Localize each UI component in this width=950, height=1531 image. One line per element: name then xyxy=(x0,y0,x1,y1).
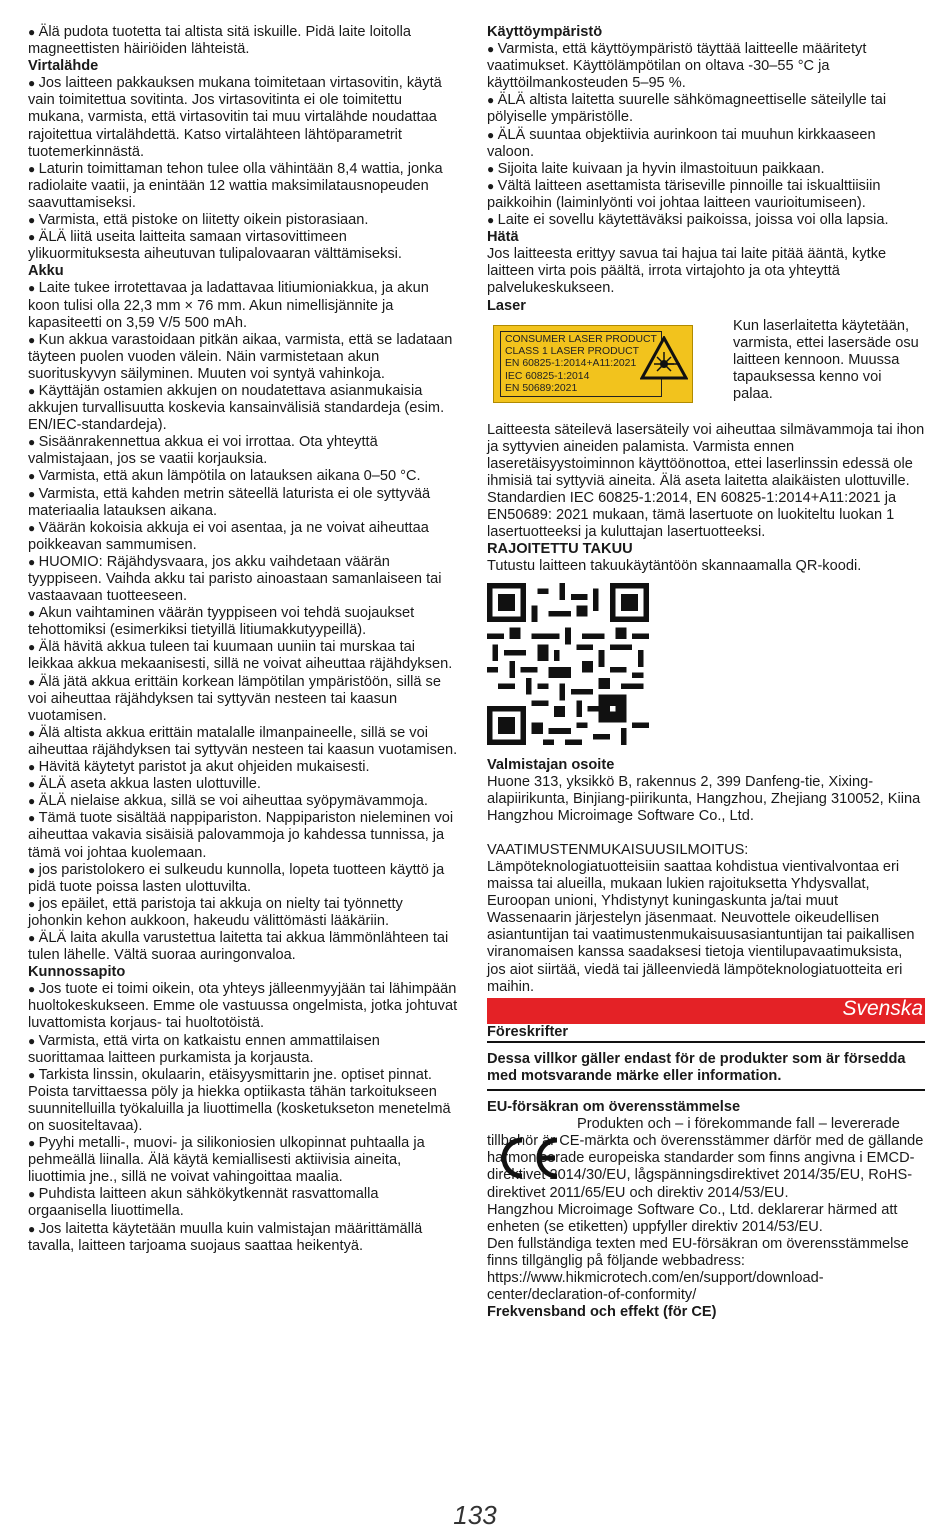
list-item: ● Varmista, että kahden metrin säteellä laturista ei ole syttyvää materiaalia latauksen aikana. xyxy=(28,486,460,520)
list-item: ● jos paristolokero ei sulkeudu kunnolla, lopeta tuotteen käyttö ja pidä tuote poissa lasten ulottuvilta. xyxy=(28,862,460,896)
laser-heading: Laser xyxy=(487,297,526,314)
power-heading: Virtalähde xyxy=(28,58,99,75)
laser-hazard-icon xyxy=(640,336,688,380)
list-item: ● Kun akkua varastoidaan pitkän aikaa, varmista, että se ladataan täyteen puolen vuoden välein. Näin varmistetaan akun suorituskyvyn säilyminen. Muuten voi syntyä vahinkoja. xyxy=(28,332,460,383)
regulations-rule xyxy=(487,1024,925,1043)
regulations-note-rule xyxy=(487,1051,925,1091)
laser-label-line: IEC 60825-1:2014 xyxy=(505,370,590,382)
list-item: ● Varmista, että virta on katkaistu ennen ammattilaisen suorittamaa laitteen purkamista ja korjausta. xyxy=(28,1033,460,1067)
list-item: ● Jos laitteen pakkauksen mukana toimitetaan virtasovitin, käytä vain toimitettua sovitinta. Jos virtasovitinta ei ole toimitettu mukana, varmista, että virtasovitin tai muu virtalähde noudattaa rajoitettua virtalähdettä. Katso virtalähteen lähtöparametrit tuotemerkinnästä. xyxy=(28,75,460,160)
warranty-text: Tutustu laitteen takuukäytäntöön skannaamalla QR-koodi. xyxy=(487,558,862,575)
manufacturer-name: Hangzhou Microimage Software Co., Ltd. xyxy=(487,807,754,824)
warranty-heading: RAJOITETTU TAKUU xyxy=(487,541,633,558)
list-item: ● ÄLÄ nielaise akkua, sillä se voi aiheuttaa syöpymävammoja. xyxy=(28,793,460,810)
list-item: ● Varmista, että käyttöympäristö täyttää laitteelle määritetyt vaatimukset. Käyttölämpötilan on oltava -30–55 °C ja käyttöilmankosteuden 5–95 %. xyxy=(487,41,925,92)
language-label: Svenska xyxy=(842,996,923,1020)
laser-warning-label xyxy=(493,325,693,403)
list-item: ● Jos laitetta käytetään muulla kuin valmistajan määrittämällä tavalla, laitteen tarjoama suojaus saattaa heikentyä. xyxy=(28,1221,460,1255)
eu-declaration-url[interactable]: https://www.hikmicrotech.com/en/support/download-center/declaration-of-conformity/ xyxy=(487,1269,824,1304)
list-item: ● Älä hävitä akkua tuleen tai kuumaan uuniin tai murskaa tai leikkaa akkua mekaanisesti, sillä ne voivat aiheuttaa räjähdyksen. xyxy=(28,639,460,673)
battery-heading: Akku xyxy=(28,263,64,280)
environment-heading: Käyttöympäristö xyxy=(487,24,603,40)
laser-section xyxy=(487,318,925,422)
laser-label-line: EN 50689:2021 xyxy=(505,383,578,395)
list-item: ● jos epäilet, että paristoja tai akkuja on nielty tai työnnetty johonkin kehon aukkoon, hakeudu välittömästi lääkäriin. xyxy=(28,896,460,930)
list-item: ● Hävitä käytetyt paristot ja akut ohjeiden mukaisesti. xyxy=(28,759,460,776)
list-item: ● Laite ei sovellu käytettäväksi paikoissa, joissa voi olla lapsia. xyxy=(487,212,925,229)
page-number: 133 xyxy=(453,1500,497,1530)
eu-declaration xyxy=(487,1116,925,1201)
list-item: ● ÄLÄ suuntaa objektiivia aurinkoon tai muuhun kirkkaaseen valoon. xyxy=(487,127,925,161)
laser-label-line: CLASS 1 LASER PRODUCT xyxy=(505,346,639,357)
emergency-heading: Hätä xyxy=(487,229,519,246)
laser-label-line: EN 60825-1:2014+A11:2021 xyxy=(505,358,637,370)
list-item: ● Tämä tuote sisältää nappipariston. Nappipariston nieleminen voi aiheuttaa vakavia sisäisiä palovammoja jo kahdessa tunnissa, ja tämä voi johtaa kuolemaan. xyxy=(28,810,460,861)
manufacturer-address: Huone 313, yksikkö B, rakennus 2, 399 Danfeng-tie, Xixing-alapiirikunta, Binjiang-piirikunta, Hangzhou, Zhejiang 310052, Kiina xyxy=(487,773,921,807)
list-item: ● Väärän kokoisia akkuja ei voi asentaa, ja ne voivat aiheuttaa poikkeavan sammumisen. xyxy=(28,520,460,554)
right-column xyxy=(487,24,925,1321)
list-item: ● Älä jätä akkua erittäin korkean lämpötilan ympäristöön, sillä se voi aiheuttaa räjähdyksen tai syttyvän nesteen tai kaasun vuotamisen. xyxy=(28,674,460,725)
language-banner xyxy=(487,998,925,1024)
left-column xyxy=(28,24,460,1255)
list-item: ● Älä altista akkua erittäin matalalle ilmanpaineelle, sillä se voi aiheuttaa räjähdyksen tai syttyvän nesteen tai kaasun vuotamisen. xyxy=(28,725,460,759)
compliance-text: VAATIMUSTENMUKAISUUSILMOITUS: Lämpöteknologiatuotteisiin saattaa kohdistua vientivalvontaa eri maissa tai alueilla, mukaan lukien rajoituksetta Yhdysvallat, Euroopan unioni, Yhdistynyt kuningaskunta ja/tai muut Wassenaarin järjestelyn jäsenmaat. Neuvottele oikeudellisen asiantuntijan tai vaatimustenmukaisuusasiantuntijan tai paikallisen viranomaisen kanssa saadaksesi tietoja vientilupavaatimuksista, jos aiot siirtää, viedä tai jälleenviedä lämpöteknologiatuotteita eri maihin. xyxy=(487,841,915,995)
list-item: ● Varmista, että pistoke on liitetty oikein pistorasiaan. xyxy=(28,212,460,229)
list-item: ● Varmista, että akun lämpötila on latauksen aikana 0–50 °C. xyxy=(28,468,460,485)
laser-label-line: CONSUMER LASER PRODUCT xyxy=(505,333,657,345)
ce-mark-icon xyxy=(491,1134,563,1182)
list-item: ● Puhdista laitteen akun sähkökytkennät rasvattomalla orgaanisella liuottimella. xyxy=(28,1186,460,1220)
list-item: ● Sijoita laite kuivaan ja hyvin ilmastoituun paikkaan. xyxy=(487,161,925,178)
regulations-heading: Föreskrifter xyxy=(487,1023,569,1040)
eu-declaration-text: Produkten och – i förekommande fall – levererade tillbehör är CE-märkta och överensstämmer därför med de gällande harmoniserade europeiska standarder som finns angivna i EMCD-direktivet 2014/30/EU, lågspänningsdirektivet 2014/35/EU, RoHS-direktivet 2011/65/EU och direktiv 2014/53/EU. xyxy=(487,1116,924,1201)
list-item: ● Pyyhi metalli-, muovi- ja silikoniosien ulkopinnat puhtaalla ja pehmeällä liinalla. Älä käytä kemiallisesti aktiivisia aineita, liuottimia jne., sillä ne voivat vahingoittaa maalia. xyxy=(28,1135,460,1186)
regulations-note: Dessa villkor gäller endast för de produkter som är försedda med motsvarande märke eller information. xyxy=(487,1050,906,1084)
list-item: ● ÄLÄ laita akulla varustettua laitetta tai akkua lämmönlähteen tai tulen lähelle. Vältä suoraa auringonvaloa. xyxy=(28,930,460,964)
list-item: ● ÄLÄ altista laitetta suurelle sähkömagneettiselle säteilylle tai pölyiselle ympäristölle. xyxy=(487,92,925,126)
eu-declaration-heading: EU-försäkran om överensstämmelse xyxy=(487,1099,741,1116)
list-item: ● Laturin toimittaman tehon tulee olla vähintään 8,4 wattia, jonka radiolaite vaatii, ja enintään 12 wattia maksimilatausnopeuden saavuttamiseksi. xyxy=(28,161,460,212)
list-item: ● Tarkista linssin, okulaarin, etäisyysmittarin jne. optiset pinnat. Poista tarvittaessa pöly ja hiekka optiikasta tähän tarkoitukseen suunnitelluilla työkaluilla ja liuottimella (kosketukseton menetelmä on suositeltavaa). xyxy=(28,1067,460,1135)
list-item: ● Sisäänrakennettua akkua ei voi irrottaa. Ota yhteyttä valmistajaan, jos se vaatii korjauksia. xyxy=(28,434,460,468)
emergency-text: Jos laitteesta erittyy savua tai hajua tai laite pitää ääntä, kytke laitteen virta pois päältä, irrota virtajohto ja ota yhteyttä palvelukeskukseen. xyxy=(487,246,887,297)
list-item: ● Laite tukee irrotettavaa ja ladattavaa litiumioniakkua, ja akun koon tulisi olla 22,3 mm × 76 mm. Akun nimellisjännite ja kapasiteetti on 3,59 V/5 500 mAh. xyxy=(28,280,460,331)
list-item: ● HUOMIO: Räjähdysvaara, jos akku vaihdetaan väärän tyyppiseen. Vaihda akku tai paristo ainoastaan samanlaiseen tai vastaavaan tuotteeseen. xyxy=(28,554,460,605)
list-item: ● Jos tuote ei toimi oikein, ota yhteys jälleenmyyjään tai lähimpään huoltokeskukseen. Emme ole vastuussa ongelmista, jotka johtuvat luvattomista korjaus- tai huoltotöistä. xyxy=(28,981,460,1032)
maintenance-heading: Kunnossapito xyxy=(28,964,126,981)
list-item: ● ÄLÄ liitä useita laitteita samaan virtasovittimeen ylikuormituksesta aiheutuvan tulipalovaaran välttämiseksi. xyxy=(28,229,460,263)
list-item: ● Vältä laitteen asettamista täriseville pinnoille tai iskualttiisiin paikkoihin (laiminlyönti voi johtaa laitteen vaurioitumiseen). xyxy=(487,178,925,212)
manufacturer-heading: Valmistajan osoite xyxy=(487,756,615,773)
laser-side-text: Kun laserlaitetta käytetään, varmista, ettei lasersäde osu laitteen kennoon. Muussa tapauksessa kenno voi palaa. xyxy=(733,317,919,402)
list-item: ● Käyttäjän ostamien akkujen on noudatettava asianmukaisia akkujen turvallisuutta koskevia kansainvälisiä standardeja (esim. EN/IEC-standardeja). xyxy=(28,383,460,434)
list-item: ● ÄLÄ aseta akkua lasten ulottuville. xyxy=(28,776,460,793)
list-item: ● Akun vaihtaminen väärän tyyppiseen voi tehdä suojaukset tehottomiksi (esimerkiksi tietyillä litiumakkutyypeillä). xyxy=(28,605,460,639)
eu-declaration-text-3: Den fullständiga texten med EU-försäkran om överensstämmelse finns tillgänglig på följande webbadress: xyxy=(487,1235,909,1269)
eu-declaration-text-2: Hangzhou Microimage Software Co., Ltd. deklarerar härmed att enheten (se etiketten) uppfyller direktiv 2014/53/EU. xyxy=(487,1201,898,1235)
paragraph: ● Älä pudota tuotetta tai altista sitä iskuille. Pidä laite loitolla magneettisten häiriöiden lähteistä. xyxy=(28,24,460,58)
frequency-heading: Frekvensband och effekt (för CE) xyxy=(487,1304,717,1321)
qr-code-icon xyxy=(487,583,649,745)
laser-body-text: Laitteesta säteilevä lasersäteily voi aiheuttaa silmävammoja tai ihon ja syttyvien aineiden palamista. Varmista ennen laseretäisyystoiminnon käyttöönottoa, ettei laserlinssin edessä ole ihmisiä tai syttyviä aineita. Älä aseta laitetta alaikäisten ulottuville. Standardien IEC 60825-1:2014, EN 60825-1:2014+A11:2021 ja EN50689: 2021 mukaan, tämä lasertuote on luokiteltu luokan 1 lasertuotteeksi ja kuluttajan lasertuotteeksi. xyxy=(487,421,925,541)
